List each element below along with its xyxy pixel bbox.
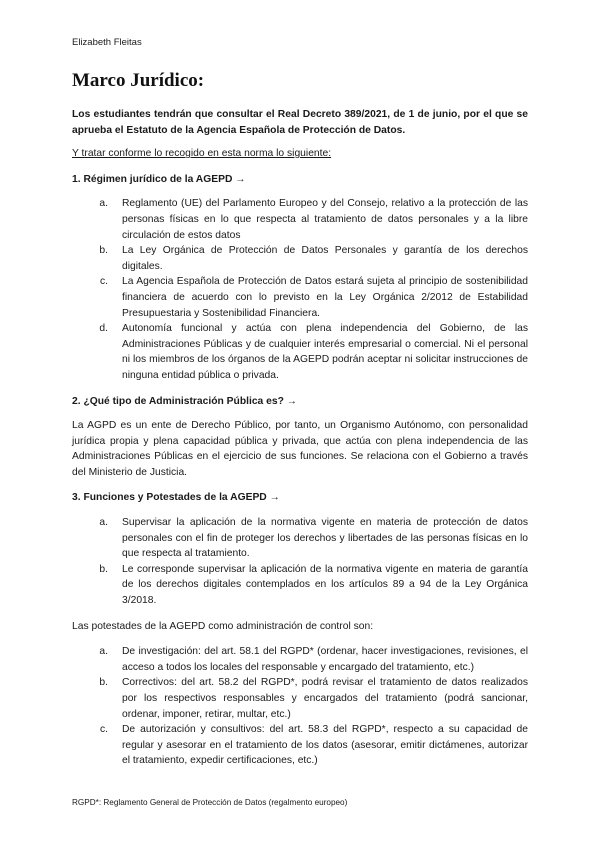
list-item <box>72 562 528 609</box>
list-item <box>72 644 528 675</box>
page-title: Marco Jurídico: <box>72 70 205 91</box>
list-item <box>72 675 528 722</box>
potestades-intro: Las potestades de la AGEPD como administración de control son: <box>72 620 374 632</box>
list-marker: d. <box>99 323 108 335</box>
section-2-heading: 2. ¿Qué tipo de Administración Pública es? → <box>72 395 298 407</box>
list-item-text: Reglamento (UE) del Parlamento Europeo y del Consejo, relativo a la protección de las personas físicas en lo que respecta al tratamiento de datos personales y a la libre circulación de estos datos <box>122 198 528 241</box>
section-3-heading: 3. Funciones y Potestades de la AGEPD → <box>72 492 280 504</box>
list-marker: b. <box>99 563 108 575</box>
document-body <box>72 107 528 779</box>
list-item <box>72 321 528 383</box>
list-item-text: La Agencia Española de Protección de Datos estará sujeta al principio de sostenibilidad financiera de acuerdo con lo previsto en la Ley Orgánica 2/2012 de Estabilidad Presupuestaria y Sostenibilidad Financiera. <box>122 276 528 319</box>
list-marker: c. <box>99 724 108 736</box>
intro-paragraph: Los estudiantes tendrán que consultar el Real Decreto 389/2021, de 1 de junio, por el que se aprueba el Estatuto de la Agencia Española de Protección de Datos. <box>72 109 528 136</box>
list-item <box>72 722 528 769</box>
list-marker: a. <box>99 517 108 529</box>
section-3-list <box>72 515 528 609</box>
list-marker: a. <box>99 198 108 210</box>
section-1-heading: 1. Régimen jurídico de la AGEPD → <box>72 173 246 185</box>
list-item <box>72 243 528 274</box>
list-item-text: De autorización y consultivos: del art. 58.3 del RGPD*, respecto a su capacidad de regular y asesorar en el tratamiento de los datos (asesorar, emitir dictámenes, autorizar el tratamiento, expedir certificaciones, etc.) <box>122 724 528 767</box>
list-item <box>72 274 528 321</box>
list-item-text: De investigación: del art. 58.1 del RGPD* (ordenar, hacer investigaciones, revisiones, el acceso a todos los locales del responsable y encargado del tratamiento, etc.) <box>122 646 528 673</box>
header-author: Elizabeth Fleitas <box>72 37 142 48</box>
list-item-text: Autonomía funcional y actúa con plena independencia del Gobierno, de las Administraciones Públicas y de cualquier interés empresarial o comercial. Ni el personal ni los miembros de los órganos de la AGEPD podrán aceptar ni solicitar instrucciones de ninguna entidad pública o privada. <box>122 323 528 381</box>
list-item-text: Supervisar la aplicación de la normativa vigente en materia de protección de datos personales con el fin de proteger los derechos y libertades de las personas físicas en lo que respecta al tratamiento. <box>122 517 528 560</box>
potestades-list <box>72 644 528 769</box>
list-marker: a. <box>99 646 108 658</box>
list-item-text: Correctivos: del art. 58.2 del RGPD*, podrá revisar el tratamiento de datos realizados por los respectivos responsables y encargados del tratamiento (podrá sancionar, ordenar, imponer, retirar, multar, etc.) <box>122 677 528 720</box>
list-marker: b. <box>99 245 108 257</box>
section-1-list <box>72 196 528 383</box>
list-marker: b. <box>99 677 108 689</box>
section-2-paragraph: La AGPD es un ente de Derecho Público, por tanto, un Organismo Autónomo, con personalidad jurídica propia y plena capacidad pública y privada, que actúa con plena independencia de las Administraciones Públicas en el ejercicio de sus funciones. Se relaciona con el Gobierno a través del Ministerio de Justicia. <box>72 420 528 478</box>
list-item <box>72 515 528 562</box>
list-item <box>72 196 528 243</box>
list-item-text: Le corresponde supervisar la aplicación de la normativa vigente en materia de garantía de los derechos digitales contemplados en los artículos 89 a 94 de la Ley Orgánica 3/2018. <box>122 563 528 607</box>
subintro: Y tratar conforme lo recogido en esta norma lo siguiente: <box>72 148 332 160</box>
footnote: RGPD*: Reglamento General de Protección de Datos (regalmento europeo) <box>72 798 348 807</box>
list-marker: c. <box>99 276 108 288</box>
list-item-text: La Ley Orgánica de Protección de Datos Personales y garantía de los derechos digitales. <box>122 245 528 272</box>
